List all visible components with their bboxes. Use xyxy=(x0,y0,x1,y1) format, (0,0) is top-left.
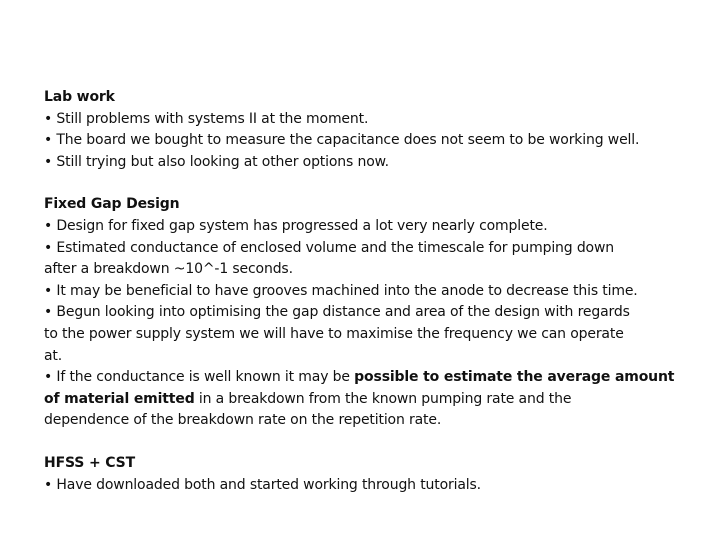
section-fixed-gap-design xyxy=(44,194,684,432)
section-title: Lab work xyxy=(44,89,115,105)
bullet-item: • Estimated conductance of enclosed volume and the timescale for pumping down xyxy=(44,239,614,256)
bullet-item: • Design for fixed gap system has progressed a lot very nearly complete. xyxy=(44,217,548,234)
bullet-item: • It may be beneficial to have grooves machined into the anode to decrease this time. xyxy=(44,282,638,299)
section-hfss-cst xyxy=(44,453,684,496)
bullet-item: • Have downloaded both and started working through tutorials. xyxy=(44,476,481,493)
section-title: HFSS + CST xyxy=(44,454,135,471)
bullet-emphasis: possible to estimate the average amount xyxy=(354,369,675,386)
bullet-continuation-mixed xyxy=(44,389,684,411)
bullet-text: in a breakdown from the known pumping rate and the xyxy=(194,390,572,407)
bullet-continuation: to the power supply system we will have to maximise the frequency we can operate xyxy=(44,325,624,342)
bullet-text: • If the conductance is well known it may be xyxy=(44,369,355,386)
bullet-item: • Still problems with systems II at the moment. xyxy=(44,110,369,127)
section-lab-work xyxy=(44,87,684,173)
bullet-continuation: dependence of the breakdown rate on the repetition rate. xyxy=(44,412,442,429)
bullet-item: • Begun looking into optimising the gap distance and area of the design with regards xyxy=(44,304,630,321)
bullet-continuation: at. xyxy=(44,347,63,364)
bullet-emphasis: of material emitted xyxy=(44,390,195,407)
bullet-continuation: after a breakdown ~10^-1 seconds. xyxy=(44,261,293,278)
bullet-item: • Still trying but also looking at other options now. xyxy=(44,153,389,170)
bullet-item: • The board we bought to measure the capacitance does not seem to be working well. xyxy=(44,132,640,149)
slide-body xyxy=(44,87,684,517)
bullet-item-mixed xyxy=(44,367,684,389)
section-title: Fixed Gap Design xyxy=(44,196,180,213)
